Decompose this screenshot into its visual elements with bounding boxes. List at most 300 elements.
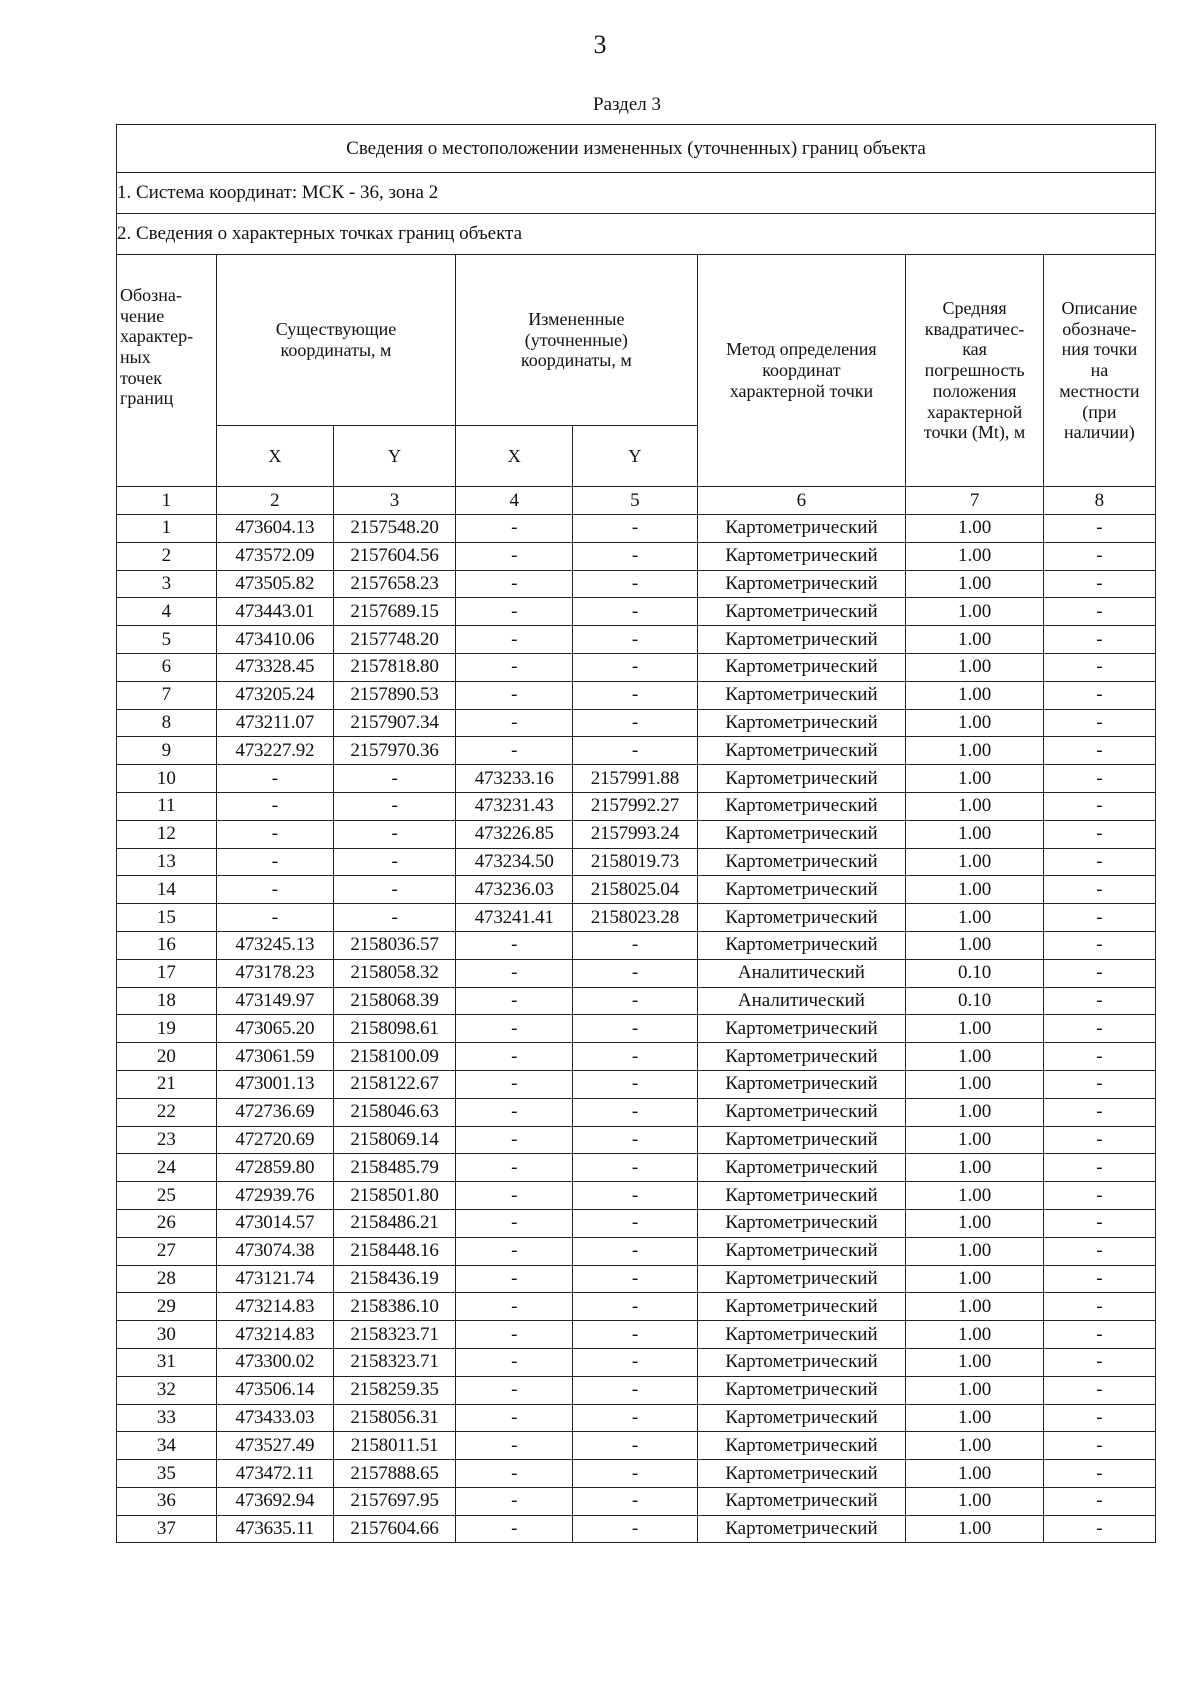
existing-y: 2158386.10	[333, 1293, 455, 1321]
mean-error: 1.00	[906, 515, 1044, 543]
mean-error: 1.00	[906, 792, 1044, 820]
existing-y: 2157658.23	[333, 570, 455, 598]
method: Картометрический	[697, 1182, 906, 1210]
mean-error: 1.00	[906, 1321, 1044, 1349]
existing-x: 472939.76	[216, 1182, 333, 1210]
point-number: 16	[117, 931, 217, 959]
table-row	[117, 1321, 1156, 1349]
changed-x: -	[456, 1043, 573, 1071]
header-changed-coordinates: Измененные (уточненные) координаты, м	[456, 255, 697, 426]
point-number: 23	[117, 1126, 217, 1154]
mean-error: 1.00	[906, 681, 1044, 709]
point-number: 22	[117, 1098, 217, 1126]
point-number: 15	[117, 904, 217, 932]
changed-y: -	[573, 1015, 697, 1043]
header-changed-y: Y	[573, 426, 697, 487]
changed-x: -	[456, 570, 573, 598]
changed-y: -	[573, 1432, 697, 1460]
existing-x: -	[216, 876, 333, 904]
method: Картометрический	[697, 1098, 906, 1126]
point-number: 34	[117, 1432, 217, 1460]
point-number: 29	[117, 1293, 217, 1321]
existing-y: -	[333, 765, 455, 793]
changed-x: -	[456, 987, 573, 1015]
existing-y: -	[333, 904, 455, 932]
existing-x: 473572.09	[216, 542, 333, 570]
table-row	[117, 1293, 1156, 1321]
method: Картометрический	[697, 653, 906, 681]
mean-error: 1.00	[906, 570, 1044, 598]
changed-x: 473233.16	[456, 765, 573, 793]
point-description: -	[1043, 1515, 1155, 1543]
existing-y: 2158058.32	[333, 959, 455, 987]
point-number: 37	[117, 1515, 217, 1543]
table-row	[117, 1460, 1156, 1488]
method: Картометрический	[697, 1070, 906, 1098]
existing-y: 2158046.63	[333, 1098, 455, 1126]
mean-error: 1.00	[906, 1043, 1044, 1071]
changed-x: -	[456, 959, 573, 987]
changed-y: -	[573, 1487, 697, 1515]
point-description: -	[1043, 681, 1155, 709]
point-description: -	[1043, 1126, 1155, 1154]
existing-x: 473214.83	[216, 1293, 333, 1321]
changed-y: -	[573, 1237, 697, 1265]
changed-x: -	[456, 1070, 573, 1098]
column-number: 2	[216, 487, 333, 515]
method: Картометрический	[697, 1293, 906, 1321]
point-description: -	[1043, 1487, 1155, 1515]
column-number: 1	[117, 487, 217, 515]
existing-x: 473410.06	[216, 626, 333, 654]
changed-x: 473226.85	[456, 820, 573, 848]
existing-y: 2158068.39	[333, 987, 455, 1015]
header-designation: Обозна- чение характер- ных точек границ	[117, 255, 217, 487]
table-row	[117, 765, 1156, 793]
method: Картометрический	[697, 1126, 906, 1154]
changed-x: -	[456, 515, 573, 543]
existing-y: 2158485.79	[333, 1154, 455, 1182]
existing-y: 2157604.56	[333, 542, 455, 570]
table-row	[117, 904, 1156, 932]
method: Картометрический	[697, 709, 906, 737]
mean-error: 1.00	[906, 1209, 1044, 1237]
changed-y: 2157991.88	[573, 765, 697, 793]
table-row	[117, 987, 1156, 1015]
boundary-points-table	[116, 124, 1156, 1543]
point-number: 8	[117, 709, 217, 737]
column-number: 4	[456, 487, 573, 515]
table-row	[117, 1265, 1156, 1293]
mean-error: 1.00	[906, 598, 1044, 626]
existing-x: 473527.49	[216, 1432, 333, 1460]
existing-x: 473061.59	[216, 1043, 333, 1071]
table-row	[117, 1154, 1156, 1182]
header-method: Метод определения координат характерной точки	[697, 255, 906, 487]
point-number: 12	[117, 820, 217, 848]
existing-y: 2158100.09	[333, 1043, 455, 1071]
table-row	[117, 792, 1156, 820]
changed-x: -	[456, 1293, 573, 1321]
changed-y: -	[573, 1098, 697, 1126]
mean-error: 0.10	[906, 987, 1044, 1015]
mean-error: 1.00	[906, 626, 1044, 654]
existing-x: 473245.13	[216, 931, 333, 959]
point-number: 14	[117, 876, 217, 904]
changed-y: -	[573, 542, 697, 570]
changed-x: -	[456, 1209, 573, 1237]
header-existing-x: X	[216, 426, 333, 487]
mean-error: 1.00	[906, 1265, 1044, 1293]
method: Картометрический	[697, 765, 906, 793]
mean-error: 1.00	[906, 1098, 1044, 1126]
changed-y: -	[573, 598, 697, 626]
changed-y: -	[573, 653, 697, 681]
existing-x: 472736.69	[216, 1098, 333, 1126]
column-number: 8	[1043, 487, 1155, 515]
existing-x: 473328.45	[216, 653, 333, 681]
changed-x: -	[456, 681, 573, 709]
changed-x: 473236.03	[456, 876, 573, 904]
mean-error: 1.00	[906, 653, 1044, 681]
existing-x: 473300.02	[216, 1348, 333, 1376]
changed-x: -	[456, 1265, 573, 1293]
changed-y: 2158025.04	[573, 876, 697, 904]
table-row	[117, 1432, 1156, 1460]
point-description: -	[1043, 542, 1155, 570]
method: Картометрический	[697, 542, 906, 570]
changed-x: -	[456, 1432, 573, 1460]
point-description: -	[1043, 1404, 1155, 1432]
point-number: 27	[117, 1237, 217, 1265]
point-number: 2	[117, 542, 217, 570]
mean-error: 1.00	[906, 1015, 1044, 1043]
point-description: -	[1043, 1460, 1155, 1488]
point-description: -	[1043, 1098, 1155, 1126]
point-number: 24	[117, 1154, 217, 1182]
mean-error: 1.00	[906, 820, 1044, 848]
column-number: 6	[697, 487, 906, 515]
point-number: 7	[117, 681, 217, 709]
header-existing-y: Y	[333, 426, 455, 487]
point-description: -	[1043, 876, 1155, 904]
point-description: -	[1043, 1154, 1155, 1182]
existing-y: 2158069.14	[333, 1126, 455, 1154]
changed-y: -	[573, 1348, 697, 1376]
method: Картометрический	[697, 681, 906, 709]
point-number: 19	[117, 1015, 217, 1043]
existing-y: 2158323.71	[333, 1348, 455, 1376]
changed-y: -	[573, 1321, 697, 1349]
existing-x: 473472.11	[216, 1460, 333, 1488]
method: Картометрический	[697, 626, 906, 654]
method: Картометрический	[697, 820, 906, 848]
mean-error: 1.00	[906, 1376, 1044, 1404]
existing-y: 2157890.53	[333, 681, 455, 709]
header-mean-error: Средняя квадратичес- кая погрешность положения характерной точки (Mt), м	[906, 255, 1044, 487]
method: Картометрический	[697, 1015, 906, 1043]
changed-x: -	[456, 1015, 573, 1043]
existing-y: 2157604.66	[333, 1515, 455, 1543]
existing-x: 472859.80	[216, 1154, 333, 1182]
existing-x: -	[216, 765, 333, 793]
changed-x: -	[456, 1460, 573, 1488]
existing-x: -	[216, 904, 333, 932]
point-number: 9	[117, 737, 217, 765]
point-description: -	[1043, 820, 1155, 848]
table-row	[117, 876, 1156, 904]
point-description: -	[1043, 626, 1155, 654]
mean-error: 1.00	[906, 1460, 1044, 1488]
table-title: Сведения о местоположении измененных (уточненных) границ объекта	[117, 125, 1156, 173]
changed-x: -	[456, 1515, 573, 1543]
method: Картометрический	[697, 1043, 906, 1071]
changed-y: -	[573, 515, 697, 543]
point-number: 13	[117, 848, 217, 876]
existing-y: 2157818.80	[333, 653, 455, 681]
changed-x: -	[456, 1126, 573, 1154]
header-existing-coordinates: Существующие координаты, м	[216, 255, 455, 426]
changed-y: -	[573, 987, 697, 1015]
header-changed-x: X	[456, 426, 573, 487]
table-row	[117, 1070, 1156, 1098]
existing-x: 473121.74	[216, 1265, 333, 1293]
existing-x: -	[216, 820, 333, 848]
point-description: -	[1043, 1237, 1155, 1265]
mean-error: 1.00	[906, 1154, 1044, 1182]
point-number: 6	[117, 653, 217, 681]
method: Картометрический	[697, 598, 906, 626]
method: Картометрический	[697, 1348, 906, 1376]
existing-y: 2158448.16	[333, 1237, 455, 1265]
changed-y: -	[573, 681, 697, 709]
existing-y: -	[333, 876, 455, 904]
method: Аналитический	[697, 959, 906, 987]
point-description: -	[1043, 709, 1155, 737]
point-number: 31	[117, 1348, 217, 1376]
point-number: 32	[117, 1376, 217, 1404]
method: Картометрический	[697, 1460, 906, 1488]
point-description: -	[1043, 1376, 1155, 1404]
point-description: -	[1043, 1293, 1155, 1321]
existing-y: -	[333, 820, 455, 848]
mean-error: 1.00	[906, 1237, 1044, 1265]
existing-y: 2158436.19	[333, 1265, 455, 1293]
table-row	[117, 1237, 1156, 1265]
method: Картометрический	[697, 1376, 906, 1404]
existing-x: 473211.07	[216, 709, 333, 737]
existing-y: 2158036.57	[333, 931, 455, 959]
table-row	[117, 1015, 1156, 1043]
existing-y: 2158259.35	[333, 1376, 455, 1404]
changed-x: -	[456, 709, 573, 737]
changed-y: -	[573, 1043, 697, 1071]
changed-y: -	[573, 570, 697, 598]
changed-y: -	[573, 1154, 697, 1182]
point-number: 11	[117, 792, 217, 820]
mean-error: 1.00	[906, 876, 1044, 904]
point-description: -	[1043, 931, 1155, 959]
existing-x: 473505.82	[216, 570, 333, 598]
mean-error: 1.00	[906, 1182, 1044, 1210]
table-row	[117, 570, 1156, 598]
method: Картометрический	[697, 1321, 906, 1349]
point-description: -	[1043, 848, 1155, 876]
changed-x: -	[456, 1182, 573, 1210]
changed-y: -	[573, 1515, 697, 1543]
existing-y: 2158323.71	[333, 1321, 455, 1349]
table-row	[117, 848, 1156, 876]
changed-y: -	[573, 737, 697, 765]
method: Картометрический	[697, 931, 906, 959]
existing-y: 2158501.80	[333, 1182, 455, 1210]
table-row	[117, 1126, 1156, 1154]
existing-x: 473205.24	[216, 681, 333, 709]
method: Картометрический	[697, 792, 906, 820]
mean-error: 1.00	[906, 1348, 1044, 1376]
table-row	[117, 1043, 1156, 1071]
changed-y: -	[573, 1265, 697, 1293]
changed-y: -	[573, 1376, 697, 1404]
changed-y: -	[573, 1182, 697, 1210]
changed-x: -	[456, 1376, 573, 1404]
existing-x: 473506.14	[216, 1376, 333, 1404]
table-row	[117, 626, 1156, 654]
method: Картометрический	[697, 570, 906, 598]
column-number: 7	[906, 487, 1044, 515]
point-number: 28	[117, 1265, 217, 1293]
mean-error: 1.00	[906, 1515, 1044, 1543]
table-row	[117, 1515, 1156, 1543]
point-description: -	[1043, 653, 1155, 681]
header-description: Описание обозначе- ния точки на местности (при наличии)	[1043, 255, 1155, 487]
point-number: 4	[117, 598, 217, 626]
column-number-row	[117, 487, 1156, 515]
table-row	[117, 709, 1156, 737]
method: Картометрический	[697, 1515, 906, 1543]
point-description: -	[1043, 904, 1155, 932]
table-row	[117, 737, 1156, 765]
method: Картометрический	[697, 1432, 906, 1460]
point-number: 35	[117, 1460, 217, 1488]
table-row	[117, 1404, 1156, 1432]
existing-x: 472720.69	[216, 1126, 333, 1154]
mean-error: 1.00	[906, 1487, 1044, 1515]
existing-y: -	[333, 848, 455, 876]
mean-error: 1.00	[906, 737, 1044, 765]
table-row	[117, 1487, 1156, 1515]
mean-error: 1.00	[906, 1404, 1044, 1432]
existing-x: 473014.57	[216, 1209, 333, 1237]
method: Картометрический	[697, 1487, 906, 1515]
changed-y: -	[573, 1070, 697, 1098]
column-number: 5	[573, 487, 697, 515]
point-description: -	[1043, 737, 1155, 765]
method: Картометрический	[697, 904, 906, 932]
point-description: -	[1043, 515, 1155, 543]
existing-y: 2158011.51	[333, 1432, 455, 1460]
table-row	[117, 653, 1156, 681]
point-description: -	[1043, 1432, 1155, 1460]
existing-x: 473065.20	[216, 1015, 333, 1043]
point-description: -	[1043, 1209, 1155, 1237]
changed-x: -	[456, 737, 573, 765]
changed-y: -	[573, 1126, 697, 1154]
point-description: -	[1043, 1015, 1155, 1043]
existing-y: 2157970.36	[333, 737, 455, 765]
point-number: 36	[117, 1487, 217, 1515]
changed-y: -	[573, 1209, 697, 1237]
point-description: -	[1043, 987, 1155, 1015]
page-number: 3	[593, 30, 607, 59]
changed-x: -	[456, 931, 573, 959]
table-row	[117, 1182, 1156, 1210]
mean-error: 1.00	[906, 709, 1044, 737]
existing-y: 2158056.31	[333, 1404, 455, 1432]
method: Картометрический	[697, 515, 906, 543]
point-description: -	[1043, 792, 1155, 820]
point-number: 26	[117, 1209, 217, 1237]
changed-y: -	[573, 959, 697, 987]
mean-error: 1.00	[906, 1293, 1044, 1321]
point-description: -	[1043, 1265, 1155, 1293]
changed-y: 2157993.24	[573, 820, 697, 848]
mean-error: 0.10	[906, 959, 1044, 987]
changed-x: -	[456, 1154, 573, 1182]
changed-y: -	[573, 1460, 697, 1488]
method: Картометрический	[697, 1404, 906, 1432]
table-row	[117, 515, 1156, 543]
column-number: 3	[333, 487, 455, 515]
changed-y: 2158023.28	[573, 904, 697, 932]
point-number: 3	[117, 570, 217, 598]
changed-y: -	[573, 1404, 697, 1432]
mean-error: 1.00	[906, 765, 1044, 793]
point-description: -	[1043, 1348, 1155, 1376]
existing-y: 2158122.67	[333, 1070, 455, 1098]
table-row	[117, 820, 1156, 848]
point-number: 10	[117, 765, 217, 793]
changed-y: -	[573, 626, 697, 654]
point-number: 5	[117, 626, 217, 654]
existing-x: 473692.94	[216, 1487, 333, 1515]
mean-error: 1.00	[906, 1070, 1044, 1098]
point-number: 20	[117, 1043, 217, 1071]
existing-y: 2157907.34	[333, 709, 455, 737]
changed-x: 473234.50	[456, 848, 573, 876]
changed-x: -	[456, 542, 573, 570]
changed-y: -	[573, 931, 697, 959]
point-number: 21	[117, 1070, 217, 1098]
existing-y: 2157689.15	[333, 598, 455, 626]
mean-error: 1.00	[906, 931, 1044, 959]
point-description: -	[1043, 1043, 1155, 1071]
method: Картометрический	[697, 848, 906, 876]
method: Картометрический	[697, 1265, 906, 1293]
point-number: 17	[117, 959, 217, 987]
method: Картометрический	[697, 1154, 906, 1182]
mean-error: 1.00	[906, 542, 1044, 570]
changed-y: 2158019.73	[573, 848, 697, 876]
existing-x: 473178.23	[216, 959, 333, 987]
point-description: -	[1043, 570, 1155, 598]
point-number: 18	[117, 987, 217, 1015]
changed-y: -	[573, 709, 697, 737]
mean-error: 1.00	[906, 848, 1044, 876]
table-row	[117, 681, 1156, 709]
changed-x: -	[456, 653, 573, 681]
existing-x: 473443.01	[216, 598, 333, 626]
